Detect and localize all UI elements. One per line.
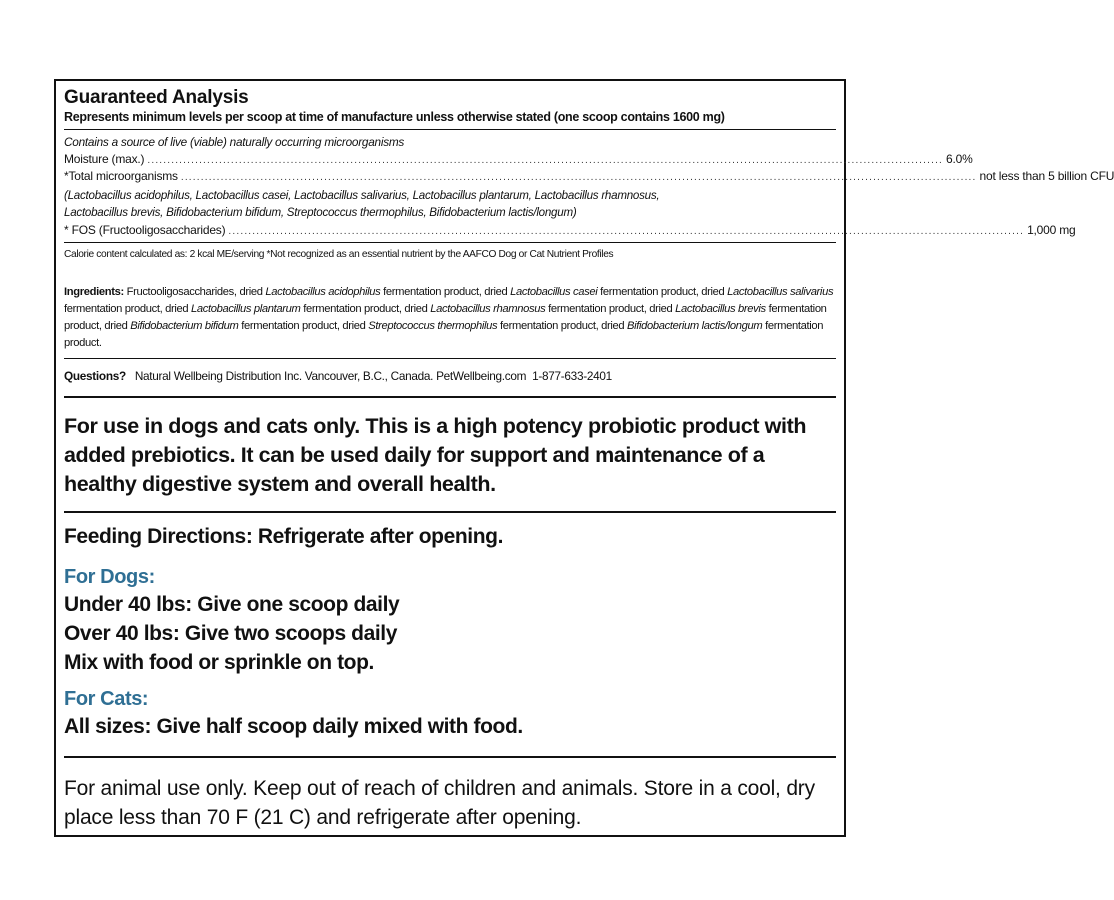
dogs-direction-line: Under 40 lbs: Give one scoop daily — [64, 593, 400, 616]
strains-line-1: (Lactobacillus acidophilus, Lactobacillus casei, Lactobacillus salivarius, Lactobacillus plantarum, Lactobacillus rhamnosus, — [64, 189, 660, 202]
divider — [64, 756, 836, 758]
phone-number: 1-877-633-2401 — [532, 369, 612, 383]
caution-statement: For animal use only. Keep out of reach of children and animals. Store in a cool, dry place less than 70 F (21 C) and refrigerate after opening. — [64, 777, 815, 829]
divider — [64, 129, 836, 130]
ingredient-strain: Lactobacillus plantarum — [191, 303, 301, 315]
ingredient-strain: Lactobacillus salivarius — [727, 286, 834, 298]
label-content — [64, 81, 1114, 835]
leader-dots: ........................................................................................................................................................................................................ — [180, 172, 977, 183]
calorie-note: Calorie content calculated as: 2 kcal ME/serving *Not recognized as an essential nutrient by the AAFCO Dog or Cat Nutrient Profiles — [64, 249, 614, 260]
ingredients-text: fermentation product, dried — [238, 320, 369, 332]
analysis-row-moisture — [64, 152, 973, 166]
ingredients-text: fermentation product, dried — [380, 286, 511, 298]
guaranteed-analysis-title: Guaranteed Analysis — [64, 87, 249, 108]
analysis-label: * FOS (Fructooligosaccharides) — [64, 223, 226, 237]
analysis-value: 6.0% — [946, 152, 973, 166]
ingredient-strain: Streptococcus thermophilus — [368, 320, 498, 332]
analysis-label: *Total microorganisms — [64, 169, 178, 183]
leader-dots: ........................................................................................................................................................................................................ — [228, 226, 1025, 237]
ingredients-statement — [64, 284, 836, 352]
ingredient-strain: Lactobacillus acidophilus — [265, 286, 381, 298]
ingredients-text: Fructooligosaccharides, dried — [123, 286, 266, 298]
ingredients-text: fermentation product. — [64, 320, 824, 349]
strains-line-2: Lactobacillus brevis, Bifidobacterium bifidum, Streptococcus thermophilus, Bifidobacterium lactis/longum) — [64, 206, 577, 219]
ingredients-text: fermentation product, dried — [64, 303, 827, 332]
cats-heading: For Cats: — [64, 688, 149, 710]
analysis-value: not less than 5 billion CFU — [979, 169, 1114, 183]
dogs-heading: For Dogs: — [64, 566, 155, 588]
questions-contact — [64, 369, 612, 383]
divider — [64, 511, 836, 513]
cats-direction-line: All sizes: Give half scoop daily mixed with food. — [64, 715, 523, 738]
divider — [64, 396, 836, 398]
analysis-row-fos — [64, 223, 1076, 237]
dogs-direction-line: Over 40 lbs: Give two scoops daily — [64, 622, 398, 645]
website-link: PetWellbeing.com — [436, 369, 527, 383]
product-label-panel — [54, 79, 1114, 837]
questions-label: Questions? — [64, 369, 126, 383]
ingredients-label: Ingredients: — [64, 286, 124, 298]
ingredient-strain: Lactobacillus casei — [510, 286, 598, 298]
leader-dots: ........................................................................................................................................................................................................ — [147, 155, 944, 166]
dogs-direction-line: Mix with food or sprinkle on top. — [64, 651, 374, 674]
ingredient-strain: Lactobacillus rhamnosus — [430, 303, 546, 315]
ingredient-strain: Bifidobacterium lactis/longum — [627, 320, 763, 332]
ingredients-text: fermentation product, dried — [597, 286, 728, 298]
ingredient-strain: Lactobacillus brevis — [675, 303, 766, 315]
ingredients-text: fermentation product, dried — [300, 303, 431, 315]
divider — [64, 358, 836, 359]
feeding-directions-heading: Feeding Directions: Refrigerate after opening. — [64, 525, 504, 548]
analysis-row-microorganisms — [64, 169, 1114, 183]
company-info: Natural Wellbeing Distribution Inc. Vancouver, B.C., Canada. — [134, 369, 437, 383]
divider — [64, 242, 836, 243]
ingredients-text: fermentation product, dried — [64, 303, 192, 315]
guaranteed-analysis-subtitle: Represents minimum levels per scoop at time of manufacture unless otherwise stated (one scoop contains 1600 mg) — [64, 110, 725, 124]
ingredient-strain: Bifidobacterium bifidum — [130, 320, 239, 332]
analysis-value: 1,000 mg — [1027, 223, 1076, 237]
use-statement: For use in dogs and cats only. This is a high potency probiotic product with added prebiotics. It can be used daily for support and maintenance of a healthy digestive system and overall health. — [64, 414, 807, 496]
analysis-label: Moisture (max.) — [64, 152, 145, 166]
source-note: Contains a source of live (viable) naturally occurring microorganisms — [64, 135, 405, 149]
ingredients-text: fermentation product, dried — [545, 303, 676, 315]
ingredients-text: fermentation product, dried — [497, 320, 628, 332]
